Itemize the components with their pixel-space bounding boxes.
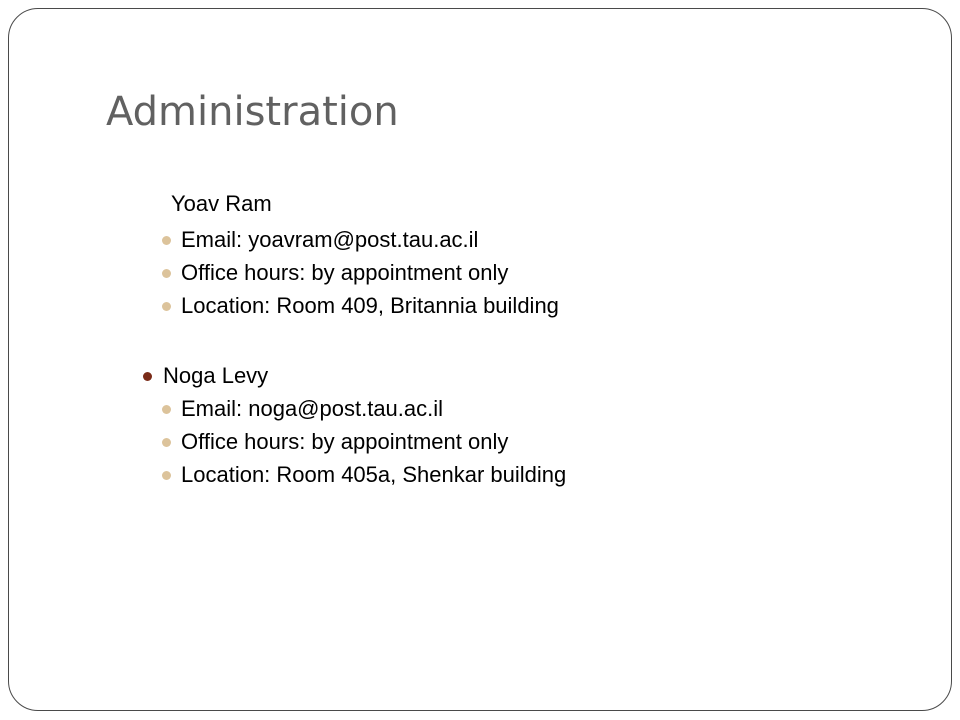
contact-office-hours: Office hours: by appointment only <box>181 260 509 285</box>
bullet-icon <box>162 438 171 447</box>
contact-email: Email: noga@post.tau.ac.il <box>181 396 444 421</box>
contact-location: Location: Room 405a, Shenkar building <box>181 462 567 487</box>
contact-name: Yoav Ram <box>171 191 272 216</box>
bullet-icon <box>162 405 171 414</box>
slide-title: Administration <box>106 89 399 135</box>
contact-name: Noga Levy <box>163 363 269 388</box>
contact-office-hours: Office hours: by appointment only <box>181 429 509 454</box>
contact-location: Location: Room 409, Britannia building <box>181 293 559 318</box>
bullet-icon <box>162 269 171 278</box>
contact-email: Email: yoavram@post.tau.ac.il <box>181 227 479 252</box>
bullet-icon <box>162 302 171 311</box>
bullet-icon <box>143 372 152 381</box>
bullet-icon <box>162 236 171 245</box>
bullet-icon <box>162 471 171 480</box>
